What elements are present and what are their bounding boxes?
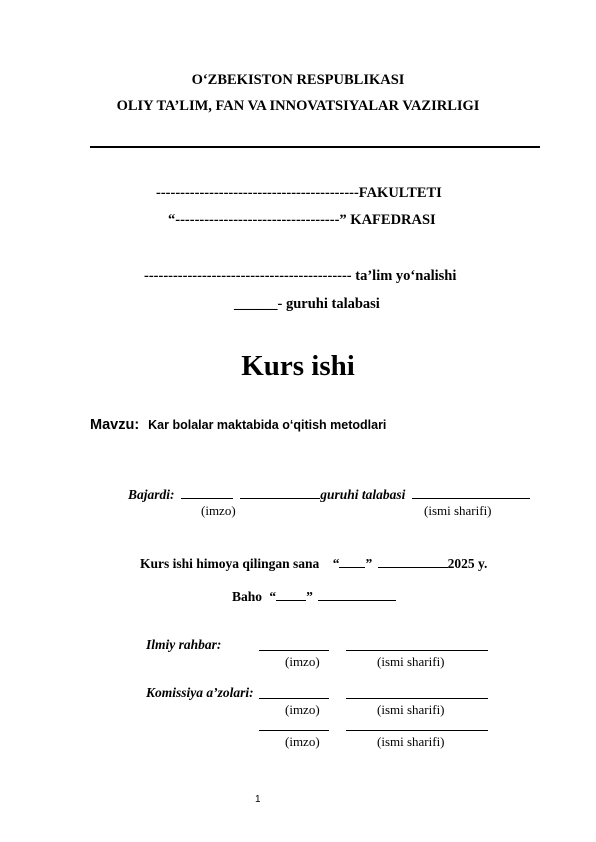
ministry-name: OLIY TA’LIM, FAN VA INNOVATSIYALAR VAZIRLIGI — [116, 98, 480, 114]
document-title: Kurs ishi — [241, 350, 355, 382]
defense-date-label: Kurs ishi himoya qilingan sana — [140, 556, 320, 571]
group-blank: ______ — [234, 296, 278, 312]
grade-blank — [276, 588, 306, 601]
group-line — [234, 296, 380, 313]
performer-group-blank — [240, 486, 320, 499]
supervisor-name-caption: (ismi sharifi) — [377, 654, 445, 669]
topic-line — [90, 416, 386, 434]
group-label: - guruhi talabasi — [277, 296, 380, 312]
defense-year: 2025 y. — [447, 556, 488, 571]
commission-label: Komissiya a’zolari: — [146, 685, 254, 700]
faculty-line: ------------------------------------------FAKULTETI — [156, 185, 442, 201]
performer-name-blank — [412, 486, 530, 499]
supervisor-signature-blank — [259, 650, 329, 651]
grade-label: Baho — [232, 589, 263, 604]
commission-name-blank-2 — [346, 730, 488, 731]
commission-name-caption-1: (ismi sharifi) — [377, 702, 445, 717]
defense-date-line — [140, 555, 487, 572]
commission-signature-blank-1 — [259, 698, 329, 699]
grade-open-quote: “ — [269, 589, 277, 604]
performer-signature-caption: (imzo) — [201, 503, 236, 518]
defense-month-blank — [378, 555, 448, 568]
direction-line: ------------------------------------------- ta’lim yo‘nalishi — [144, 268, 457, 284]
grade-close-quote: ” — [306, 589, 313, 604]
commission-signature-caption-2: (imzo) — [285, 734, 320, 749]
commission-signature-blank-2 — [259, 730, 329, 731]
commission-signature-caption-1: (imzo) — [285, 702, 320, 717]
defense-close-quote: ” — [365, 556, 373, 571]
commission-name-blank-1 — [346, 698, 488, 699]
performer-signature-blank — [181, 486, 233, 499]
defense-day-blank — [339, 555, 365, 568]
commission-name-caption-2: (ismi sharifi) — [377, 734, 445, 749]
header-divider — [90, 146, 540, 148]
performer-line — [128, 486, 530, 503]
page-number: 1 — [255, 794, 261, 805]
topic-label: Mavzu: — [90, 417, 140, 433]
supervisor-label: Ilmiy rahbar: — [146, 637, 222, 652]
defense-open-quote: “ — [332, 556, 340, 571]
supervisor-name-blank — [346, 650, 488, 651]
performer-group-suffix: guruhi talabasi — [320, 487, 406, 502]
topic-value: Kar bolalar maktabida o‘qitish metodlari — [148, 418, 387, 432]
performer-name-caption: (ismi sharifi) — [424, 503, 492, 518]
grade-words-blank — [318, 588, 396, 601]
department-line: “----------------------------------” KAFEDRASI — [168, 212, 436, 228]
performer-label: Bajardi: — [128, 487, 175, 502]
supervisor-signature-caption: (imzo) — [285, 654, 320, 669]
ministry-country: O‘ZBEKISTON RESPUBLIKASI — [191, 72, 405, 88]
grade-line — [232, 588, 396, 605]
